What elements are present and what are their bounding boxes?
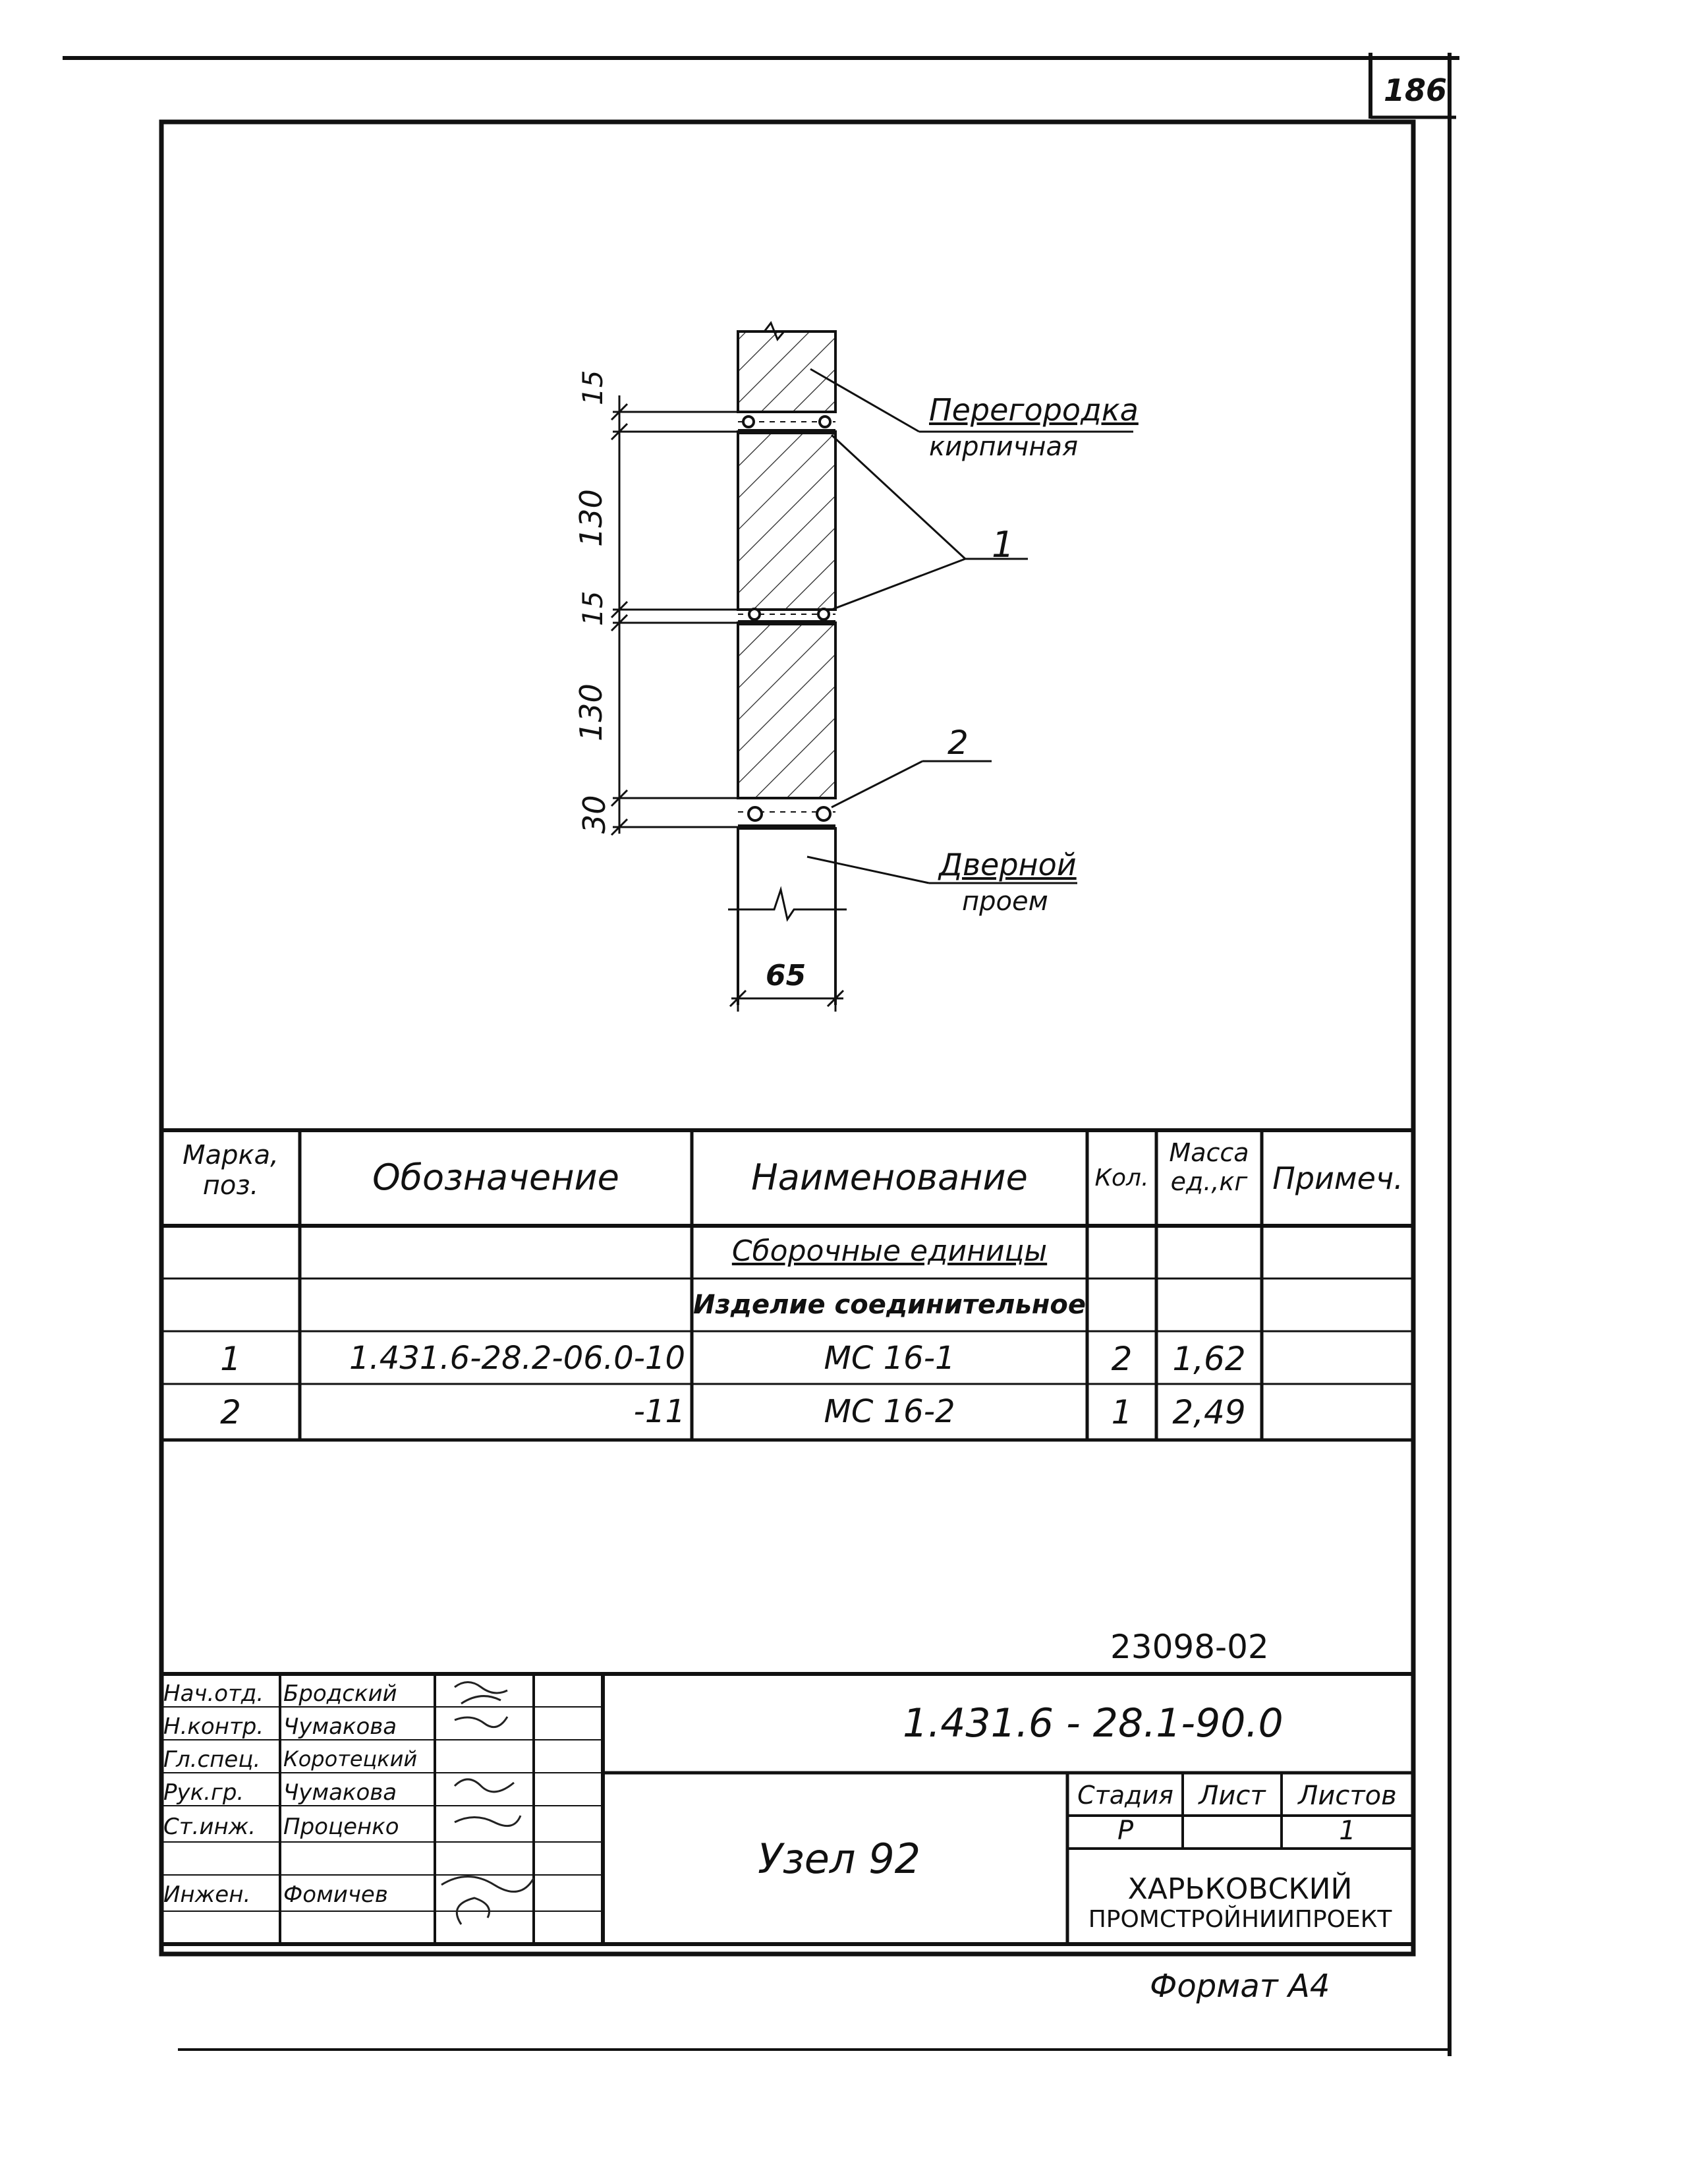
format-label: Формат А4 [1150,1968,1330,2005]
row-mass: 2,49 [1172,1393,1246,1431]
sheets-label: Листов [1298,1781,1397,1811]
signature-marks [441,1682,534,1925]
label-partition-line1: Перегородка [929,392,1139,428]
section-title: Сборочные единицы [731,1234,1048,1268]
row-name: МС 16-2 [824,1393,955,1430]
signatory-name: Коротецкий [283,1746,418,1771]
stage-label: Стадия [1077,1781,1173,1810]
signatory-role: Ст.инж. [163,1814,256,1840]
signatory-name: Бродский [283,1681,397,1707]
row-designation: 1.431.6-28.2-06.0-10 [349,1340,685,1377]
partition-brick-middle [738,432,835,610]
drawing-title: Узел 92 [758,1835,921,1883]
partition-brick-lower [738,623,835,798]
row-mass: 1,62 [1172,1340,1246,1378]
signatory-role: Рук.гр. [163,1779,244,1806]
label-door-line1: Дверной [939,847,1077,882]
sheets-value: 1 [1339,1816,1356,1846]
row-qty: 1 [1111,1393,1133,1431]
subsection-title: Изделие соединительное [693,1290,1086,1320]
dim-15-mid: 15 [577,590,609,626]
header-qty: Кол. [1094,1164,1149,1192]
callout-2: 2 [947,724,969,762]
callout-1: 1 [992,524,1015,565]
partition-brick-top [738,331,835,412]
row-name: МС 16-1 [824,1340,955,1377]
signatory-name: Фомичев [283,1882,388,1908]
organization-line2: ПРОМСТРОЙНИИПРОЕКТ [1088,1906,1392,1933]
label-partition-line2: кирпичная [929,432,1079,462]
label-door-line2: проем [962,886,1048,917]
signatory-name: Проценко [283,1814,399,1840]
signatory-name: Чумакова [283,1713,397,1740]
lintel-seam [738,798,835,827]
seam-1 [738,412,835,432]
header-mark: Марка, поз. [183,1140,279,1201]
row-designation: -11 [633,1393,685,1430]
header-designation: Обозначение [372,1157,619,1198]
header-name: Наименование [751,1157,1028,1198]
organization-line1: ХАРЬКОВСКИЙ [1127,1872,1353,1906]
row-qty: 2 [1111,1340,1133,1378]
dim-65: 65 [766,959,806,992]
row-mark: 1 [220,1340,241,1378]
dimension-chain-left [611,395,738,835]
dim-30: 30 [577,795,612,834]
stamp-code: 23098-02 [1110,1628,1269,1666]
signatory-role: Нач.отд. [163,1681,264,1707]
seam-2 [738,609,835,623]
sheet-label: Лист [1199,1781,1266,1811]
header-mass: Масса ед.,кг [1169,1138,1249,1196]
sheet-number: 186 [1384,72,1448,108]
dim-15-top: 15 [577,370,609,405]
signatory-role: Н.контр. [163,1713,264,1740]
header-note: Примеч. [1272,1161,1403,1196]
document-code: 1.431.6 - 28.1-90.0 [903,1700,1284,1746]
signatory-name: Чумакова [283,1779,397,1806]
dim-130-top: 130 [573,489,609,547]
signatory-role: Гл.спец. [163,1746,261,1773]
stage-value: Р [1117,1816,1134,1846]
dim-130-bottom: 130 [573,683,609,741]
signatory-role: Инжен. [163,1882,251,1908]
row-mark: 2 [220,1393,241,1431]
